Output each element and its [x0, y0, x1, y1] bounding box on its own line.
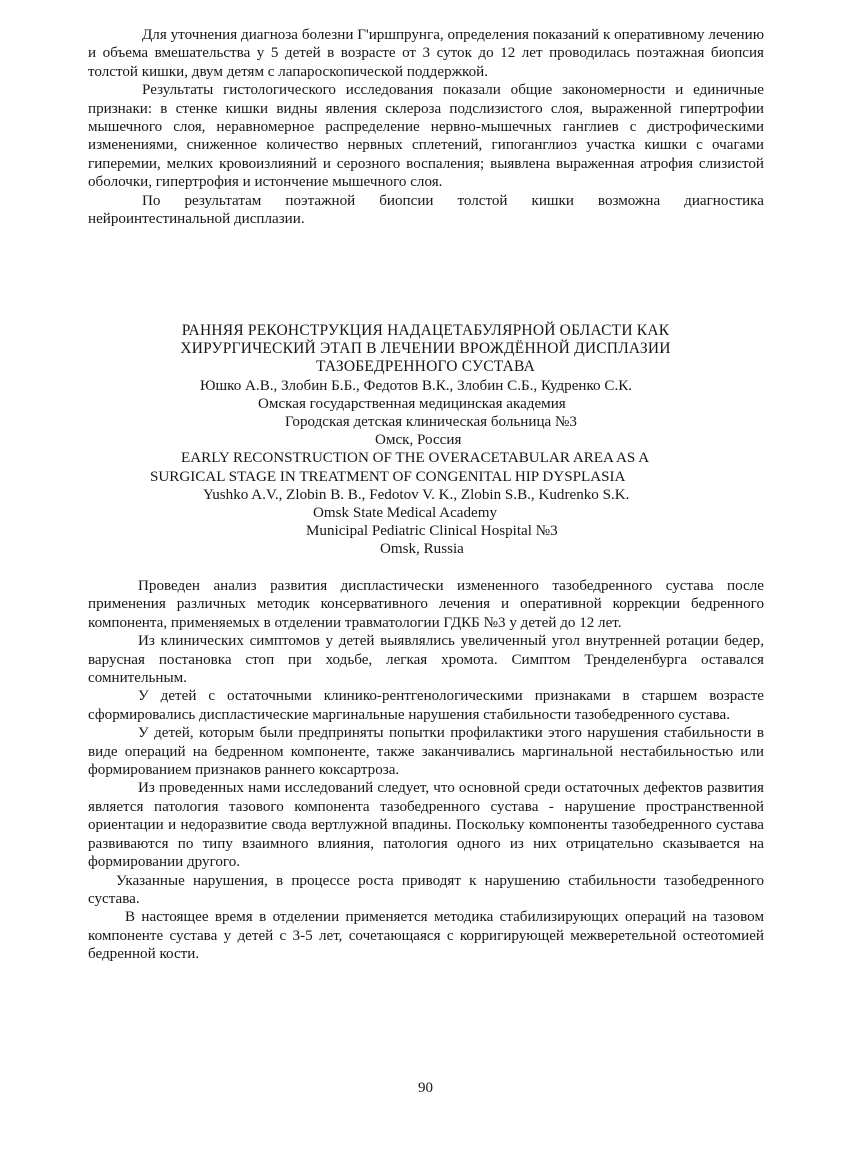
page-number: 90: [418, 1080, 433, 1096]
city-ru: Омск, Россия: [375, 432, 462, 449]
article-title-ru: [60, 322, 791, 377]
institution-ru-1: Омская государственная медицинская академия: [258, 395, 566, 412]
paragraph: Для уточнения диагноза болезни Г'иршпрунга, определения показаний к оперативному лечению и объема вмешательства у 5 детей в возрасте от 3 суток до 12 лет проводилась поэтажная биопсия толстой кишки, двум детям с лапароскопической поддержкой.: [88, 27, 764, 80]
paragraph: У детей с остаточными клинико-рентгенологическими признаками в старшем возрасте сформировались диспластические маргинальные нарушения стабильности тазобедренного сустава.: [88, 688, 764, 723]
title-en-line: EARLY RECONSTRUCTION OF THE OVERACETABULAR AREA AS A: [181, 450, 650, 467]
paragraph: Проведен анализ развития диспластически измененного тазобедренного сустава после применения различных методик консервативного лечения и оперативной коррекции бедренного компонента, применяемых в отделении травматологии ГДКБ №3 у детей до 12 лет.: [88, 578, 764, 631]
paragraph: Указанные нарушения, в процессе роста приводят к нарушению стабильности тазобедренного сустава.: [88, 872, 764, 907]
institution-en-2: Municipal Pediatric Clinical Hospital №3: [306, 523, 558, 540]
paragraph: Из проведенных нами исследований следует, что основной среди остаточных дефектов развития является патология тазового компонента тазобедренного сустава - нарушение пространственной ориентации и недоразвитие свода вертлужной впадины. Поскольку компоненты тазобедренного сустава развиваются по типу взаимного влияния, патология одного из них отрицательно сказывается на формировании другого.: [88, 780, 764, 871]
city-en: Omsk, Russia: [380, 541, 464, 558]
paragraph: Из клинических симптомов у детей выявлялись увеличенный угол внутренней ротации бедер, варусная постановка стоп при ходьбе, легкая хромота. Симптом Тренделенбурга оставался сомнительным.: [88, 633, 764, 687]
institution-en-1: Omsk State Medical Academy: [313, 505, 498, 522]
title-line: ХИРУРГИЧЕСКИЙ ЭТАП В ЛЕЧЕНИИ ВРОЖДЁННОЙ ДИСПЛАЗИИ: [180, 340, 671, 358]
title-en-line: SURGICAL STAGE IN TREATMENT OF CONGENITAL HIP DYSPLASIA: [150, 468, 626, 485]
paragraph: Результаты гистологического исследования показали общие закономерности и единичные признаки: в стенке кишки видны явления склероза подслизистого слоя, выраженной гипертрофии мышечного слоя, неравномерное распределение нервно-мышечных ганглиев с дистрофическими изменениями, сниженное количество нервных сплетений, гипоганглиоз участка кишки с очагами гиперемии, мелких кровоизлияний и серозного воспаления; выявлена выраженная атрофия слизистой оболочки, гипертрофия и истончение мышечного слоя.: [88, 82, 764, 191]
intro-section: [88, 26, 764, 228]
authors-ru: Юшко А.В., Злобин Б.Б., Федотов В.К., Злобин С.Б., Кудренко С.К.: [200, 377, 633, 394]
institution-ru-2: Городская детская клиническая больница №3: [285, 414, 577, 431]
paragraph: В настоящее время в отделении применяется методика стабилизирующих операций на тазовом компоненте сустава у детей с 3-5 лет, сочетающаяся с корригирующей межверетельной остеотомией бедренной кости.: [88, 909, 764, 963]
article-header: [60, 322, 791, 559]
title-line: РАННЯЯ РЕКОНСТРУКЦИЯ НАДАЦЕТАБУЛЯРНОЙ ОБЛАСТИ КАК: [181, 322, 670, 339]
title-line: ТАЗОБЕДРЕННОГО СУСТАВА: [315, 358, 535, 376]
paragraph: У детей, которым были предприняты попытки профилактики этого нарушения стабильности в виде операций на бедренном компоненте, также заканчивались маргинальной нестабильностью или формированием признаков раннего коксартроза.: [88, 725, 764, 779]
article-body: [88, 577, 764, 964]
paragraph: По результатам поэтажной биопсии толстой кишки возможна диагностика нейроинтестинальной дисплазии.: [88, 192, 764, 228]
authors-en: Yushko A.V., Zlobin B. B., Fedotov V. K., Zlobin S.B., Kudrenko S.K.: [203, 486, 630, 503]
